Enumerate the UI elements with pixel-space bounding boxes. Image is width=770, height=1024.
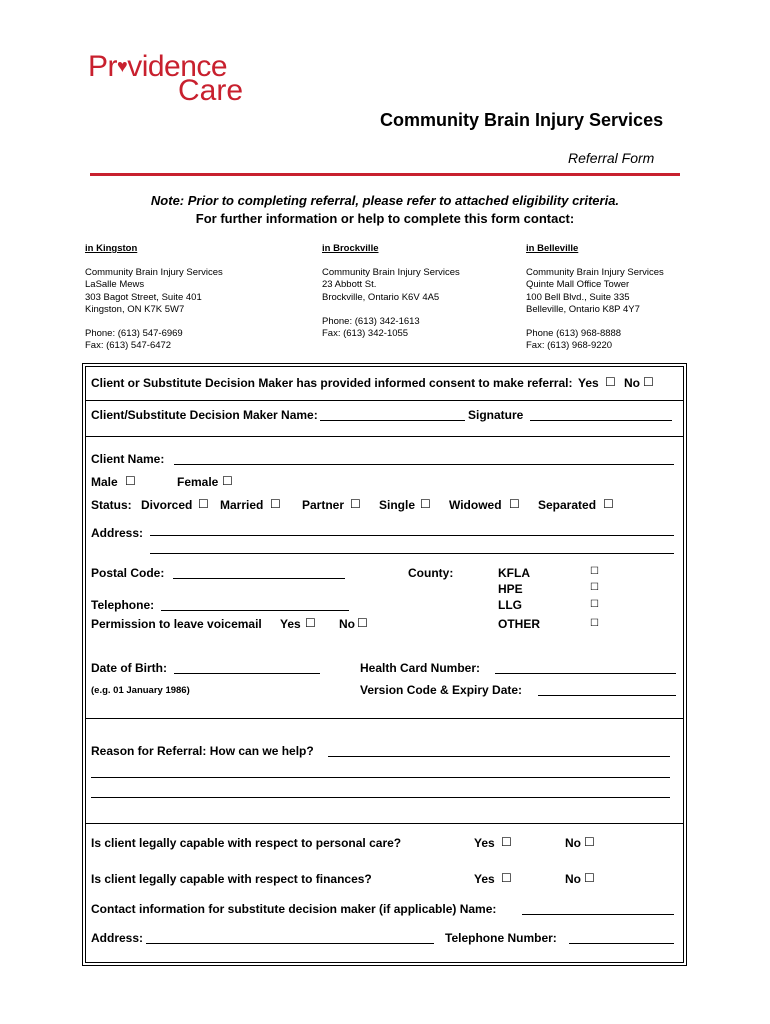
telephone-field[interactable] [161, 610, 349, 611]
location-belleville [526, 243, 664, 352]
version-code-label: Version Code & Expiry Date: [360, 683, 523, 697]
status-partner-label: Partner [302, 498, 345, 512]
page-subtitle: Referral Form [568, 150, 655, 166]
logo-text-care: Care [178, 74, 244, 107]
voicemail-no-checkbox[interactable]: ☐ [357, 616, 368, 630]
sdm-contact-name-field[interactable] [522, 914, 674, 915]
finances-no-checkbox[interactable]: ☐ [584, 871, 595, 885]
personal-care-yes-checkbox[interactable]: ☐ [501, 835, 512, 849]
location-phone: Phone: (613) 342-1613 [322, 315, 420, 327]
personal-care-yes-label: Yes [474, 836, 495, 850]
county-hpe-label: HPE [498, 582, 523, 596]
county-other-label: OTHER [498, 617, 540, 631]
location-kingston [85, 243, 223, 352]
county-label: County: [408, 566, 454, 580]
county-llg-checkbox[interactable]: ☐ [590, 599, 599, 610]
status-divorced-checkbox[interactable]: ☐ [198, 497, 209, 511]
section-divider [85, 436, 684, 437]
location-address-line: 303 Bagot Street, Suite 401 [85, 291, 202, 303]
location-brockville [322, 243, 460, 340]
female-checkbox[interactable]: ☐ [222, 474, 233, 488]
voicemail-no-label: No [339, 617, 355, 631]
location-heading: in Kingston [85, 243, 138, 254]
consent-question: Client or Substitute Decision Maker has provided informed consent to make referral: [91, 376, 573, 390]
location-address-line: Quinte Mall Office Tower [526, 279, 630, 291]
county-kfla-checkbox[interactable]: ☐ [590, 566, 599, 577]
sdm-telephone-label: Telephone Number: [445, 931, 557, 945]
location-address-line: 100 Bell Blvd., Suite 335 [526, 291, 630, 303]
dob-label: Date of Birth: [91, 661, 167, 675]
county-kfla-label: KFLA [498, 566, 530, 580]
personal-care-no-label: No [565, 836, 581, 850]
voicemail-yes-checkbox[interactable]: ☐ [305, 616, 316, 630]
finances-question: Is client legally capable with respect to finances? [91, 872, 372, 886]
reason-label: Reason for Referral: How can we help? [91, 744, 314, 758]
male-checkbox[interactable]: ☐ [125, 474, 136, 488]
personal-care-no-checkbox[interactable]: ☐ [584, 835, 595, 849]
status-partner-checkbox[interactable]: ☐ [350, 497, 361, 511]
consent-no-label: No [624, 376, 640, 390]
location-fax: Fax: (613) 342-1055 [322, 328, 409, 340]
version-code-field[interactable] [538, 695, 676, 696]
voicemail-yes-label: Yes [280, 617, 301, 631]
health-card-label: Health Card Number: [360, 661, 481, 675]
postal-code-label: Postal Code: [91, 566, 165, 580]
note-eligibility: Note: Prior to completing referral, please refer to attached eligibility criteria. [150, 193, 620, 208]
county-other-checkbox[interactable]: ☐ [590, 618, 599, 629]
address-line-2[interactable] [150, 553, 674, 554]
sdm-address-label: Address: [91, 931, 144, 945]
dob-example: (e.g. 01 January 1986) [91, 685, 190, 696]
finances-yes-label: Yes [474, 872, 495, 886]
sdm-address-field[interactable] [146, 943, 434, 944]
location-address-line: LaSalle Mews [85, 279, 145, 291]
status-separated-label: Separated [538, 498, 597, 512]
location-address-line: Brockville, Ontario K6V 4A5 [322, 291, 440, 303]
sdm-name-field[interactable] [320, 420, 465, 421]
reason-line-3[interactable] [91, 797, 670, 798]
client-name-field[interactable] [174, 464, 674, 465]
location-name: Community Brain Injury Services [526, 267, 664, 279]
logo-text-a: Pr [88, 50, 117, 83]
health-card-field[interactable] [495, 673, 676, 674]
sdm-telephone-field[interactable] [569, 943, 674, 944]
female-label: Female [177, 475, 219, 489]
male-label: Male [91, 475, 118, 489]
status-married-label: Married [220, 498, 264, 512]
title-divider [90, 173, 680, 176]
location-name: Community Brain Injury Services [85, 267, 223, 279]
location-fax: Fax: (613) 547-6472 [85, 340, 172, 352]
status-widowed-checkbox[interactable]: ☐ [509, 497, 520, 511]
reason-line-1[interactable] [328, 756, 670, 757]
location-phone: Phone: (613) 547-6969 [85, 328, 183, 340]
sdm-name-label: Client/Substitute Decision Maker Name: [91, 408, 318, 422]
signature-label: Signature [468, 408, 524, 422]
section-divider [85, 400, 684, 401]
status-label: Status: [91, 498, 132, 512]
heart-icon: ♥ [117, 56, 128, 76]
consent-yes-label: Yes [578, 376, 599, 390]
sdm-contact-label: Contact information for substitute decision maker (if applicable) Name: [91, 902, 497, 916]
location-address-line: 23 Abbott St. [322, 279, 377, 291]
reason-line-2[interactable] [91, 777, 670, 778]
location-heading: in Brockville [322, 243, 379, 254]
section-divider [85, 718, 684, 719]
providence-care-logo [88, 52, 243, 106]
finances-yes-checkbox[interactable]: ☐ [501, 871, 512, 885]
address-line-1[interactable] [150, 535, 674, 536]
page-title: Community Brain Injury Services [380, 110, 664, 130]
location-address-line: Belleville, Ontario K8P 4Y7 [526, 303, 640, 315]
county-hpe-checkbox[interactable]: ☐ [590, 582, 599, 593]
client-name-label: Client Name: [91, 452, 165, 466]
dob-field[interactable] [174, 673, 320, 674]
postal-code-field[interactable] [173, 578, 345, 579]
status-widowed-label: Widowed [449, 498, 502, 512]
consent-yes-checkbox[interactable]: ☐ [605, 375, 616, 389]
location-address-line: Kingston, ON K7K 5W7 [85, 303, 185, 315]
personal-care-question: Is client legally capable with respect to personal care? [91, 836, 402, 850]
section-divider [85, 823, 684, 824]
address-label: Address: [91, 526, 144, 540]
logo-text-b: vidence [127, 50, 228, 83]
status-single-label: Single [379, 498, 416, 512]
location-fax: Fax: (613) 968-9220 [526, 340, 613, 352]
consent-no-checkbox[interactable]: ☐ [643, 375, 654, 389]
county-llg-label: LLG [498, 598, 522, 612]
status-separated-checkbox[interactable]: ☐ [603, 497, 614, 511]
signature-field[interactable] [530, 420, 672, 421]
note-contact: For further information or help to complete this form contact: [195, 211, 575, 226]
finances-no-label: No [565, 872, 581, 886]
location-name: Community Brain Injury Services [322, 267, 460, 279]
status-single-checkbox[interactable]: ☐ [420, 497, 431, 511]
location-phone: Phone (613) 968-8888 [526, 328, 622, 340]
location-heading: in Belleville [526, 243, 579, 254]
status-divorced-label: Divorced [141, 498, 193, 512]
voicemail-label: Permission to leave voicemail [91, 617, 262, 631]
status-married-checkbox[interactable]: ☐ [270, 497, 281, 511]
telephone-label: Telephone: [91, 598, 155, 612]
